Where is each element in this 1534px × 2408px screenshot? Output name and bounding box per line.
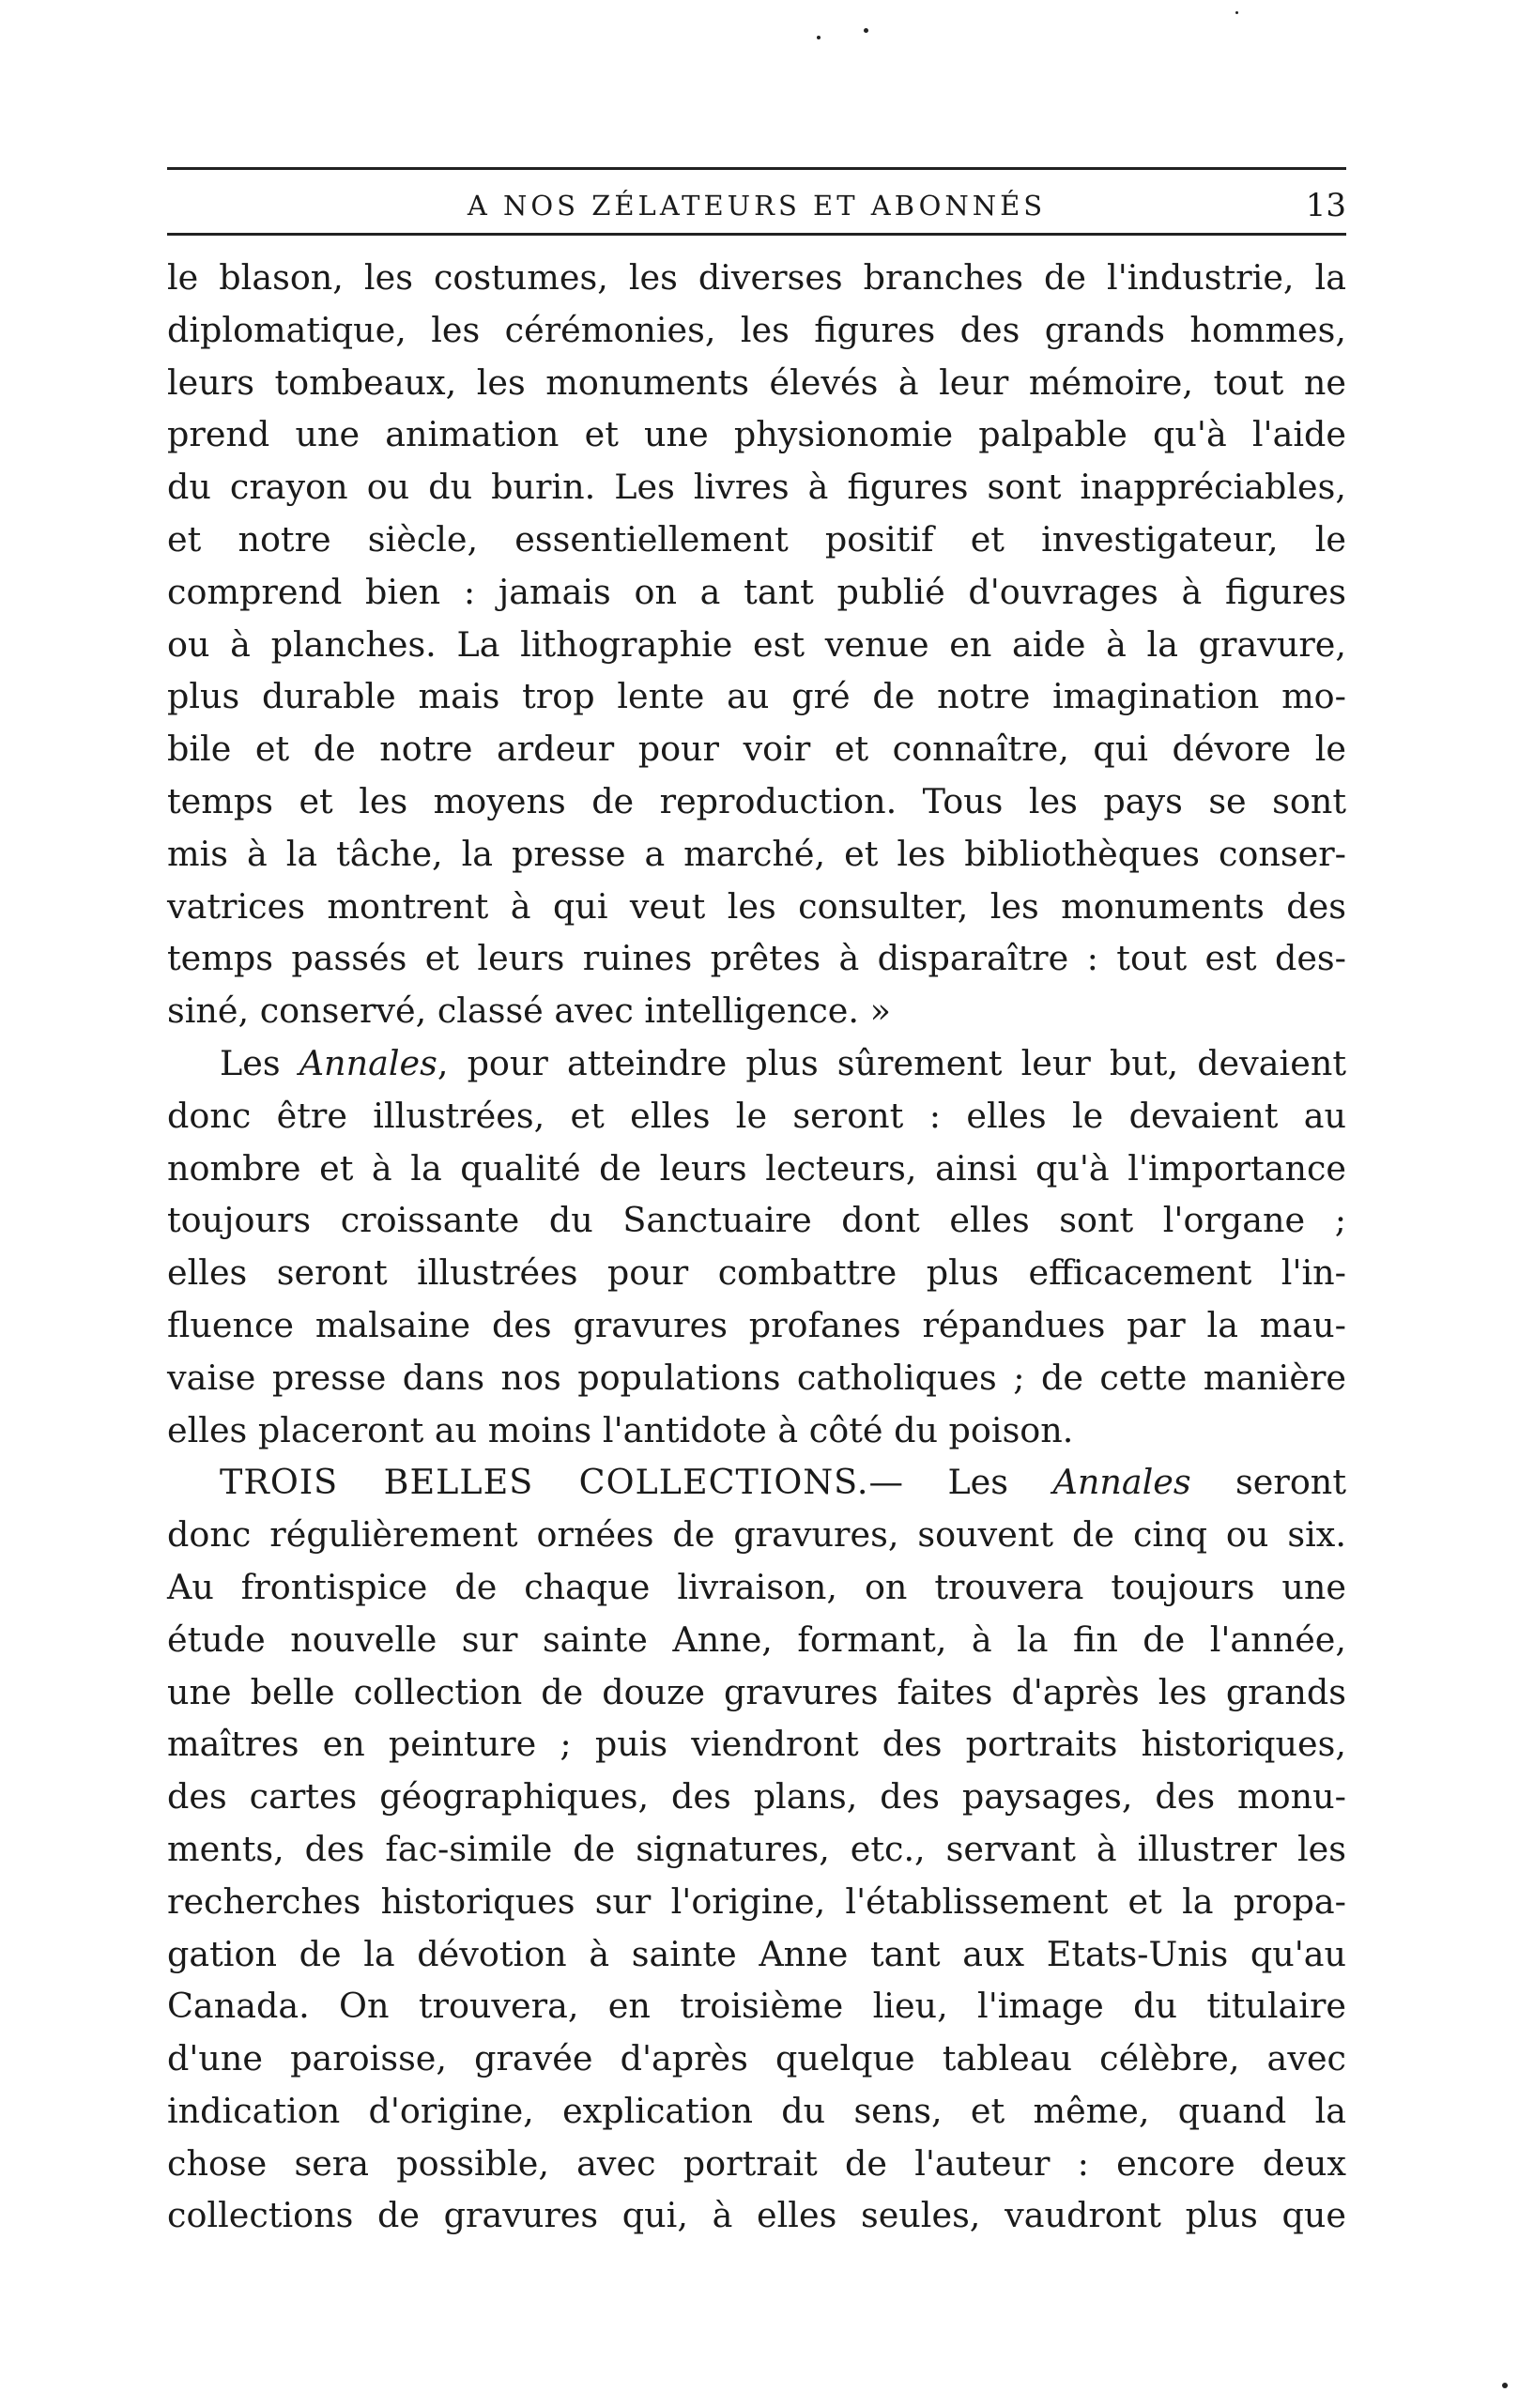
line-text: Canada. On trouvera, en troisième lieu, l'image du titulaire xyxy=(167,1986,1346,2027)
text-line xyxy=(167,1090,1346,1143)
text-line xyxy=(167,2032,1346,2085)
body-text xyxy=(167,252,1346,2242)
text-line xyxy=(167,252,1346,304)
text-line xyxy=(167,1037,1346,1090)
line-text: toujours croissante du Sanctuaire dont elles sont l'organe ; xyxy=(167,1200,1346,1241)
line-text: diplomatique, les cérémonies, les figures des grands hommes, xyxy=(167,309,1346,350)
line-text: donc être illustrées, et elles le seront : elles le devaient au xyxy=(167,1095,1346,1136)
text-line xyxy=(167,828,1346,881)
line-text: elles seront illustrées pour combattre plus efficacement l'in- xyxy=(167,1252,1346,1294)
line-text: seront xyxy=(1190,1462,1346,1503)
scan-speck xyxy=(817,36,821,39)
text-line xyxy=(167,1456,1346,1509)
line-text: prend une animation et une physionomie palpable qu'à l'aide xyxy=(167,414,1346,455)
line-text: ou à planches. La lithographie est venue en aide à la gravure, xyxy=(167,623,1346,665)
text-line xyxy=(167,2085,1346,2138)
text-line xyxy=(167,670,1346,723)
text-line xyxy=(167,932,1346,985)
text-line xyxy=(167,723,1346,775)
text-line xyxy=(167,1352,1346,1404)
text-line xyxy=(167,1404,1346,1457)
line-text: bile et de notre ardeur pour voir et connaître, qui dévore le xyxy=(167,729,1346,770)
line-text: temps et les moyens de reproduction. Tous les pays se sont xyxy=(167,780,1346,821)
line-text: indication d'origine, explication du sens, et même, quand la xyxy=(167,2090,1346,2131)
line-text: donc régulièrement ornées de gravures, souvent de cinq ou six. xyxy=(167,1514,1346,1556)
running-title: A NOS ZÉLATEURS ET ABONNÉS xyxy=(467,190,1047,222)
line-text: Les xyxy=(220,1042,299,1083)
line-text: , pour atteindre plus sûrement leur but, devaient xyxy=(437,1042,1346,1083)
line-text: comprend bien : jamais on a tant publié d'ouvrages à figures xyxy=(167,571,1346,612)
text-line xyxy=(167,1614,1346,1666)
line-text: collections de gravures qui, à elles seules, vaudront plus que xyxy=(167,2195,1346,2236)
line-text: des cartes géographiques, des plans, des paysages, des monu- xyxy=(167,1776,1346,1818)
text-line xyxy=(167,1509,1346,1561)
text-line xyxy=(167,357,1346,409)
text-line xyxy=(167,1194,1346,1247)
line-text: chose sera possible, avec portrait de l'auteur : encore deux xyxy=(167,2142,1346,2184)
line-text: maîtres en peinture ; puis viendront des portraits historiques, xyxy=(167,1724,1346,1765)
line-text: leurs tombeaux, les monuments élevés à leur mémoire, tout ne xyxy=(167,361,1346,403)
text-line xyxy=(167,514,1346,566)
scan-speck xyxy=(1235,11,1238,14)
text-line xyxy=(167,1666,1346,1719)
scan-speck xyxy=(864,28,868,33)
line-text: plus durable mais trop lente au gré de notre imagination mo- xyxy=(167,676,1346,717)
line-text: elles placeront au moins l'antidote à côté du poison. xyxy=(167,1409,1074,1450)
text-line xyxy=(167,304,1346,357)
line-text: vatrices montrent à qui veut les consulter, les monuments des xyxy=(167,885,1346,927)
line-text: d'une paroisse, gravée d'après quelque tableau célèbre, avec xyxy=(167,2038,1346,2079)
section-heading: TROIS BELLES COLLECTIONS. xyxy=(220,1462,869,1503)
page-number: 13 xyxy=(1305,187,1346,224)
text-line xyxy=(167,408,1346,461)
text-line xyxy=(167,2138,1346,2190)
text-line xyxy=(167,461,1346,514)
text-line xyxy=(167,1718,1346,1771)
line-text: nombre et à la qualité de leurs lecteurs, ainsi qu'à l'importance xyxy=(167,1147,1346,1189)
scan-speck xyxy=(1502,2383,1508,2388)
text-line xyxy=(167,1771,1346,1823)
line-text: recherches historiques sur l'origine, l'établissement et la propa- xyxy=(167,1880,1346,1922)
line-text: le blason, les costumes, les diverses branches de l'industrie, la xyxy=(167,257,1346,298)
line-text: vaise presse dans nos populations catholiques ; de cette manière xyxy=(167,1357,1346,1398)
header-rule-top xyxy=(167,167,1346,170)
line-text: fluence malsaine des gravures profanes répandues par la mau- xyxy=(167,1304,1346,1345)
running-header xyxy=(167,183,1346,228)
text-line xyxy=(167,881,1346,933)
line-text: et notre siècle, essentiellement positif et investigateur, le xyxy=(167,518,1346,560)
line-text: — Les xyxy=(868,1462,1053,1503)
text-line xyxy=(167,1876,1346,1928)
italic-title: Annales xyxy=(299,1042,437,1083)
line-text: ments, des fac-simile de signatures, etc., servant à illustrer les xyxy=(167,1828,1346,1869)
line-text: du crayon ou du burin. Les livres à figures sont inappréciables, xyxy=(167,467,1346,508)
line-text: Au frontispice de chaque livraison, on trouvera toujours une xyxy=(167,1566,1346,1607)
line-text: mis à la tâche, la presse a marché, et les bibliothèques conser- xyxy=(167,833,1346,874)
text-line xyxy=(167,1143,1346,1195)
text-line xyxy=(167,619,1346,671)
line-text: une belle collection de douze gravures faites d'après les grands xyxy=(167,1671,1346,1712)
text-line xyxy=(167,2189,1346,2242)
italic-title: Annales xyxy=(1052,1462,1191,1503)
line-text: étude nouvelle sur sainte Anne, formant, à la fin de l'année, xyxy=(167,1618,1346,1660)
text-line xyxy=(167,566,1346,619)
text-line xyxy=(167,1823,1346,1876)
text-line xyxy=(167,1980,1346,2032)
line-text: siné, conservé, classé avec intelligence. » xyxy=(167,990,891,1032)
text-line xyxy=(167,1299,1346,1352)
line-text: temps passés et leurs ruines prêtes à disparaître : tout est des- xyxy=(167,938,1346,979)
text-line xyxy=(167,985,1346,1037)
text-line xyxy=(167,775,1346,828)
text-line xyxy=(167,1928,1346,1981)
text-line xyxy=(167,1247,1346,1299)
line-text: gation de la dévotion à sainte Anne tant aux Etats-Unis qu'au xyxy=(167,1933,1346,1974)
text-line xyxy=(167,1561,1346,1614)
header-rule-bottom xyxy=(167,233,1346,236)
